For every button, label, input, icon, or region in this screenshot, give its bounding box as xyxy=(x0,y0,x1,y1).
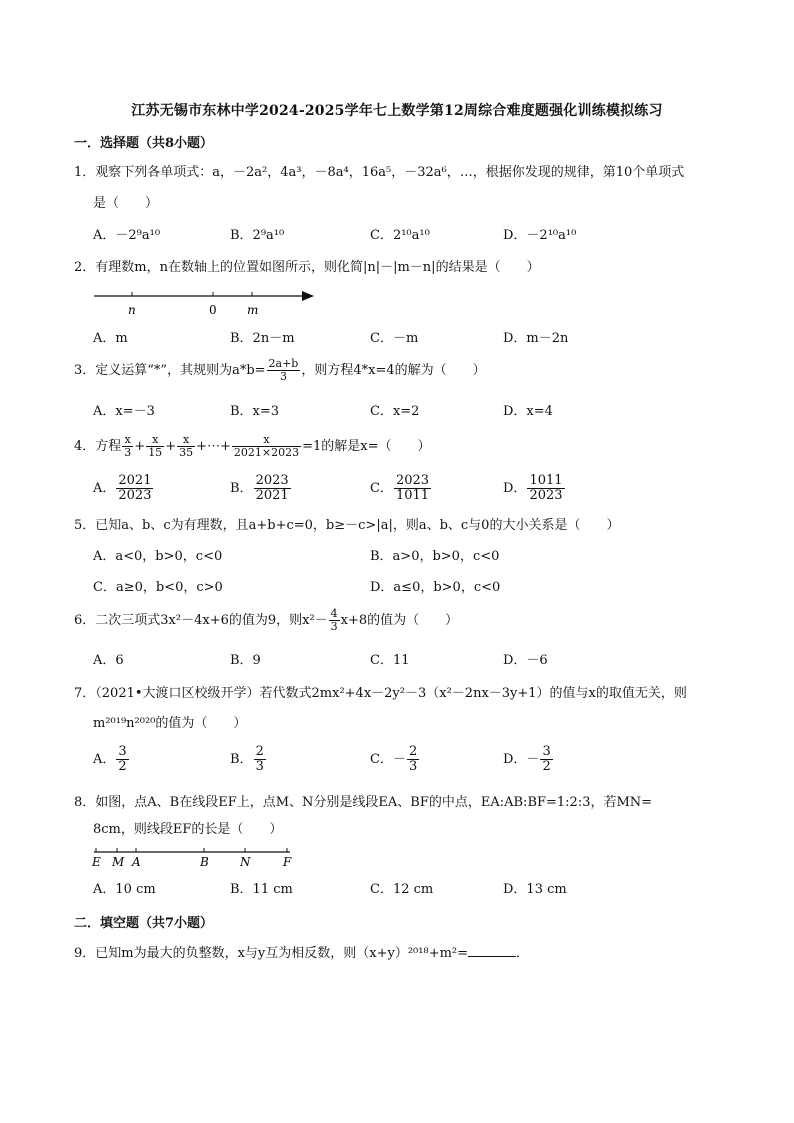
q1-option-a: A．－2⁹a¹⁰ xyxy=(93,228,161,243)
question-6 xyxy=(74,606,458,636)
label-b: B xyxy=(200,855,209,869)
q5-option-d: D．a≤0，b>0，c<0 xyxy=(370,580,501,595)
question-4: 4．方程 $\frac{x}{3}$ + $\frac{x}{15}$ + $\frac{x}{35}$ +⋯+ $\frac{x}{2021\times 2023}$ =1的解是x=（ ） xyxy=(74,433,431,459)
label-a: A xyxy=(132,855,141,869)
q4-d-label: D． xyxy=(503,481,527,496)
q2-option-c: C．－m xyxy=(370,331,419,346)
q1-option-b: B．2⁹a¹⁰ xyxy=(230,228,285,243)
q5-option-c: C．a≥0，b<0，c>0 xyxy=(93,580,223,595)
q7-option-a xyxy=(93,743,130,777)
q7-b-label: B． xyxy=(230,752,253,767)
q7-b-fraction xyxy=(254,745,266,773)
q4-a-label: A． xyxy=(93,481,116,496)
question-8-continued: 8cm，则线段EF的长是（ ） xyxy=(93,822,283,837)
q4-b-den: 2021 xyxy=(255,488,289,503)
q6-prefix: 6．二次三项式3x²－4x+6的值为9，则x²－ xyxy=(74,613,328,628)
q7-c-den: 3 xyxy=(408,759,418,774)
q4-term-last xyxy=(232,434,301,458)
q7-b-den: 3 xyxy=(255,759,264,774)
q8-segment-figure xyxy=(90,844,300,874)
q7-a-fraction xyxy=(116,745,128,773)
label-m: m xyxy=(247,303,259,317)
q3-option-c: C．x=2 xyxy=(370,404,420,419)
q3-suffix: ，则方程4*x=4的解为（ ） xyxy=(301,363,486,378)
q2-option-d: D．m－2n xyxy=(503,331,569,346)
q4-d-num: 1011 xyxy=(529,473,563,489)
q7-d-num: 3 xyxy=(542,744,551,760)
question-8: 8．如图，点A、B在线段EF上，点M、N分别是线段EA、BF的中点，EA:AB:BF=1:2:3，若MN= xyxy=(74,795,653,810)
arrow-head-icon xyxy=(302,291,314,301)
q6-numerator: 4 xyxy=(330,607,338,621)
q2-option-a: A．m xyxy=(93,331,128,346)
q7-d-sign: － xyxy=(526,752,540,767)
q7-a-den: 2 xyxy=(118,759,127,774)
q4-a-den: 2023 xyxy=(118,488,152,503)
q4-option-d xyxy=(503,472,566,506)
q7-a-label: A． xyxy=(93,752,116,767)
q4-term-3-num: x xyxy=(177,434,195,447)
q2-option-b: B．2n－m xyxy=(230,331,295,346)
q3-numerator: 2a+b xyxy=(268,357,299,371)
q4-term-2-num: x xyxy=(146,434,164,447)
label-n: n xyxy=(128,303,136,317)
q4-c-num: 2023 xyxy=(395,473,430,489)
q4-term-last-den: 2021×2023 xyxy=(233,446,300,459)
q3-denominator: 3 xyxy=(279,370,287,383)
q6-option-a: A．6 xyxy=(93,653,124,668)
q8-option-b: B．11 cm xyxy=(230,882,293,897)
q6-fraction xyxy=(329,608,340,632)
question-9 xyxy=(74,944,529,964)
question-3 xyxy=(74,356,486,386)
q8-option-a: A．10 cm xyxy=(93,882,156,897)
q7-option-b xyxy=(230,743,267,777)
q4-c-den: 1011 xyxy=(395,488,430,503)
q3-prefix: 3．定义运算“*”，其规则为a*b= xyxy=(74,363,266,378)
q8-option-c: C．12 cm xyxy=(370,882,434,897)
label-0: 0 xyxy=(209,303,217,317)
q6-option-b: B．9 xyxy=(230,653,261,668)
q5-option-a: A．a<0，b>0，c<0 xyxy=(93,549,223,564)
q1-option-d: D．－2¹⁰a¹⁰ xyxy=(503,228,577,243)
q4-c-label: C． xyxy=(370,481,393,496)
q4-d-fraction xyxy=(527,474,564,502)
q4-option-b xyxy=(230,472,292,506)
q4-ellipsis: +⋯+ xyxy=(196,439,231,454)
q4-term-3 xyxy=(177,434,195,458)
q4-term-3-den: 35 xyxy=(179,446,194,459)
question-7-continued: m²⁰¹⁹n²⁰²⁰的值为（ ） xyxy=(93,716,247,731)
section-heading-fill-in: 二．填空题（共7小题） xyxy=(74,916,214,931)
question-2: 2．有理数m，n在数轴上的位置如图所示，则化简|n|－|m－n|的结果是（ ） xyxy=(74,260,540,275)
q9-text: 9．已知m为最大的负整数，x与y互为相反数，则（x+y）²⁰¹⁸+m²= xyxy=(74,946,469,961)
q4-option-c xyxy=(370,472,432,506)
q4-c-fraction xyxy=(394,474,431,502)
q4-term-2 xyxy=(146,434,164,458)
q4-term-last-num: x xyxy=(232,434,301,447)
q4-term-2-den: 15 xyxy=(148,446,163,459)
q9-end: ． xyxy=(516,946,530,961)
q4-term-1-den: 3 xyxy=(124,446,132,459)
q4-term-1 xyxy=(122,434,133,458)
answer-blank[interactable] xyxy=(468,944,516,957)
q8-option-d: D．13 cm xyxy=(503,882,567,897)
q6-option-d: D．－6 xyxy=(503,653,548,668)
section-heading-choice: 一．选择题（共8小题） xyxy=(74,136,214,151)
question-1-continued: 是（ ） xyxy=(93,196,159,211)
q3-option-d: D．x=4 xyxy=(503,404,553,419)
q4-b-fraction xyxy=(254,474,291,502)
q4-option-a xyxy=(93,472,154,506)
q4-a-num: 2021 xyxy=(118,473,152,489)
q7-c-label: C． xyxy=(370,752,393,767)
label-n: N xyxy=(240,855,251,869)
q7-d-den: 2 xyxy=(542,759,551,774)
q6-denominator: 3 xyxy=(330,620,338,633)
label-e: E xyxy=(92,855,101,869)
q1-option-c: C．2¹⁰a¹⁰ xyxy=(370,228,430,243)
q2-number-line-figure xyxy=(90,284,320,318)
label-m: M xyxy=(112,855,125,869)
q3-option-a: A．x=－3 xyxy=(93,404,155,419)
q5-option-b: B．a>0，b>0，c<0 xyxy=(370,549,500,564)
q4-b-num: 2023 xyxy=(255,473,289,489)
q7-c-fraction xyxy=(407,745,419,773)
q4-d-den: 2023 xyxy=(529,488,563,503)
q7-option-d xyxy=(503,743,554,777)
question-1: 1．观察下列各单项式：a，－2a²，4a³，－8a⁴，16a⁵，－32a⁶，…，根据你发现的规律，第10个单项式 xyxy=(74,165,685,180)
q3-fraction xyxy=(267,358,301,382)
question-5: 5．已知a、b、c为有理数，且a+b+c=0，b≥－c>|a|，则a、b、c与0的大小关系是（ ） xyxy=(74,518,620,533)
q7-option-c xyxy=(370,743,420,777)
q7-d-label: D． xyxy=(503,752,527,767)
q7-c-num: 2 xyxy=(408,744,418,760)
page-title: 江苏无锡市东林中学2024-2025学年七上数学第12周综合难度题强化训练模拟练习 xyxy=(131,103,663,119)
q4-a-fraction xyxy=(116,474,153,502)
q7-d-fraction xyxy=(540,745,552,773)
question-7: 7．（2021•大渡口区校级开学）若代数式2mx²+4x－2y²－3（x²－2nx－3y+1）的值与x的取值无关，则 xyxy=(74,686,687,701)
q4-b-label: B． xyxy=(230,481,253,496)
q6-suffix: x+8的值为（ ） xyxy=(340,613,459,628)
q4-prefix: 4．方程 xyxy=(74,439,122,454)
q4-suffix: =1的解是x=（ ） xyxy=(302,439,431,454)
q3-option-b: B．x=3 xyxy=(230,404,280,419)
q7-a-num: 3 xyxy=(118,744,127,760)
q6-option-c: C．11 xyxy=(370,653,410,668)
q7-c-sign: － xyxy=(392,752,406,767)
q7-b-num: 2 xyxy=(255,744,264,760)
label-f: F xyxy=(283,855,292,869)
q4-term-1-num: x xyxy=(122,434,133,447)
